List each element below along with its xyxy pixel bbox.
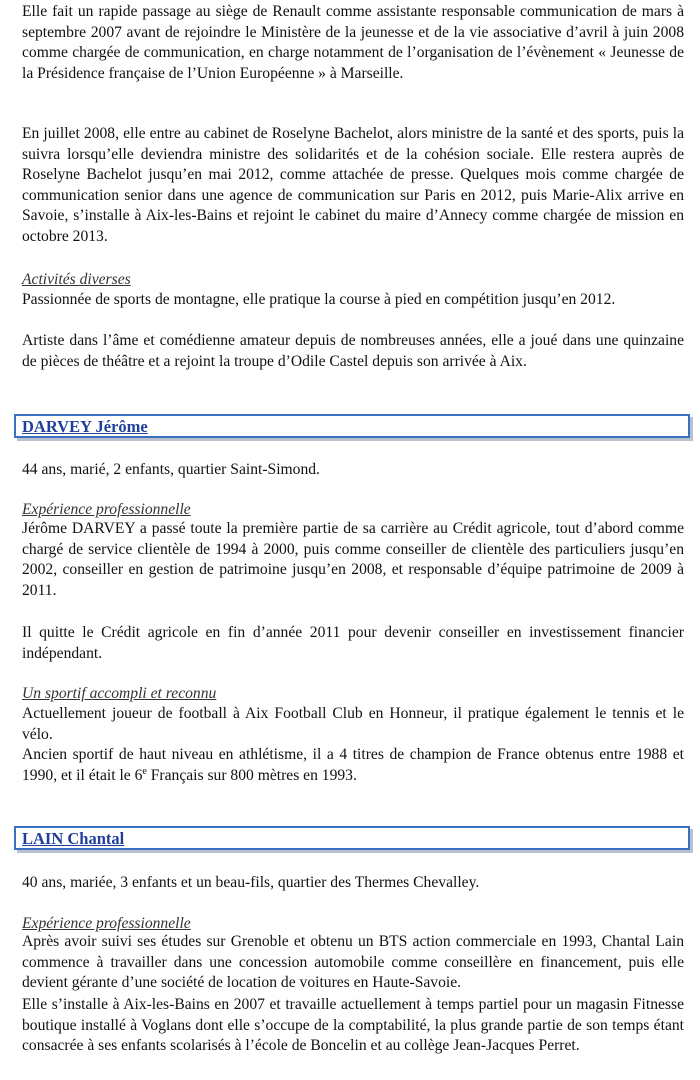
name-box-lain (14, 826, 690, 850)
section-title-darvey: DARVEY Jérôme (22, 417, 148, 436)
activities-paragraph-1: Passionnée de sports de montagne, elle pratique la course à pied en compétition jusqu’en 2012. (22, 291, 616, 308)
intro-paragraph-1: Elle fait un rapide passage au siège de Renault comme assistante responsable communication de mars à septembre 2007 avant de rejoindre le Ministère de la jeunesse et de la vie associative d’avril à juin 2008 comme chargée de communication, en charge notamment de l’organisation de l’évènement « Jeunesse de la Présidence française de l’Union Européenne » à Marseille. (22, 3, 684, 82)
intro-paragraph-2: En juillet 2008, elle entre au cabinet de Roselyne Bachelot, alors ministre de la santé et des sports, puis la suivra lorsqu’elle deviendra ministre des solidarités et de la cohésion sociale. Elle restera auprès de Roselyne Bachelot jusqu’en mai 2012, comme attachée de presse. Quelques mois comme chargée de communication senior dans une agence de communication sur Paris en 2012, puis Marie-Alix arrive en Savoie, s’installe à Aix-les-Bains et rejoint le cabinet du maire d’Annecy comme chargée de mission en octobre 2013. (22, 125, 684, 245)
darvey-sport-heading: Un sportif accompli et reconnu (22, 685, 217, 702)
lain-experience-heading: Expérience professionnelle (22, 915, 191, 932)
activities-heading: Activités diverses (22, 271, 131, 288)
darvey-experience-heading: Expérience professionnelle (22, 501, 191, 518)
darvey-sport-text-after: Français sur 800 mètres en 1993. (146, 766, 357, 784)
lain-summary: 40 ans, mariée, 3 enfants et un beau-fils, quartier des Thermes Chevalley. (22, 874, 480, 891)
darvey-experience-paragraph-2: Il quitte le Crédit agricole en fin d’année 2011 pour devenir conseiller en investissement financier indépendant. (22, 624, 684, 662)
lain-experience-paragraph-1: Après avoir suivi ses études sur Grenoble et obtenu un BTS action commerciale en 1993, Chantal Lain commence à travailler dans une concession automobile comme conseillère en financement, puis elle devient gérante d’une société de location de voitures en Haute-Savoie. (22, 933, 684, 992)
darvey-sport-paragraph-2 (22, 745, 684, 786)
darvey-sport-paragraph-1: Actuellement joueur de football à Aix Football Club en Honneur, il pratique également le tennis et le vélo. (22, 705, 684, 743)
darvey-sport-superscript: e (142, 765, 147, 777)
name-box-darvey (14, 414, 690, 438)
section-title-lain: LAIN Chantal (22, 829, 125, 848)
darvey-sport-text-before: Ancien sportif de haut niveau en athlétisme, il a 4 titres de champion de France obtenus entre 1988 et 1990, et il était le 6 (22, 746, 684, 784)
activities-paragraph-2: Artiste dans l’âme et comédienne amateur depuis de nombreuses années, elle a joué dans une quinzaine de pièces de théâtre et a rejoint la troupe d’Odile Castel depuis son arrivée à Aix. (22, 332, 684, 370)
lain-experience-paragraph-2: Elle s’installe à Aix-les-Bains en 2007 et travaille actuellement à temps partiel pour un magasin Fitnesse boutique installé à Voglans dont elle s’occupe de la comptabilité, la plus grande partie de son temps étant consacrée à ses enfants scolarisés à l’école de Boncelin et au collège Jean-Jacques Perret. (22, 996, 684, 1055)
darvey-summary: 44 ans, marié, 2 enfants, quartier Saint-Simond. (22, 461, 320, 478)
darvey-experience-paragraph-1: Jérôme DARVEY a passé toute la première partie de sa carrière au Crédit agricole, tout d’abord comme chargé de service clientèle de 1994 à 2000, puis comme conseiller de clientèle des particuliers jusqu’en 2002, conseiller en gestion de patrimoine jusqu’en 2008, et responsable d’équipe patrimoine de 2009 à 2011. (22, 520, 684, 599)
